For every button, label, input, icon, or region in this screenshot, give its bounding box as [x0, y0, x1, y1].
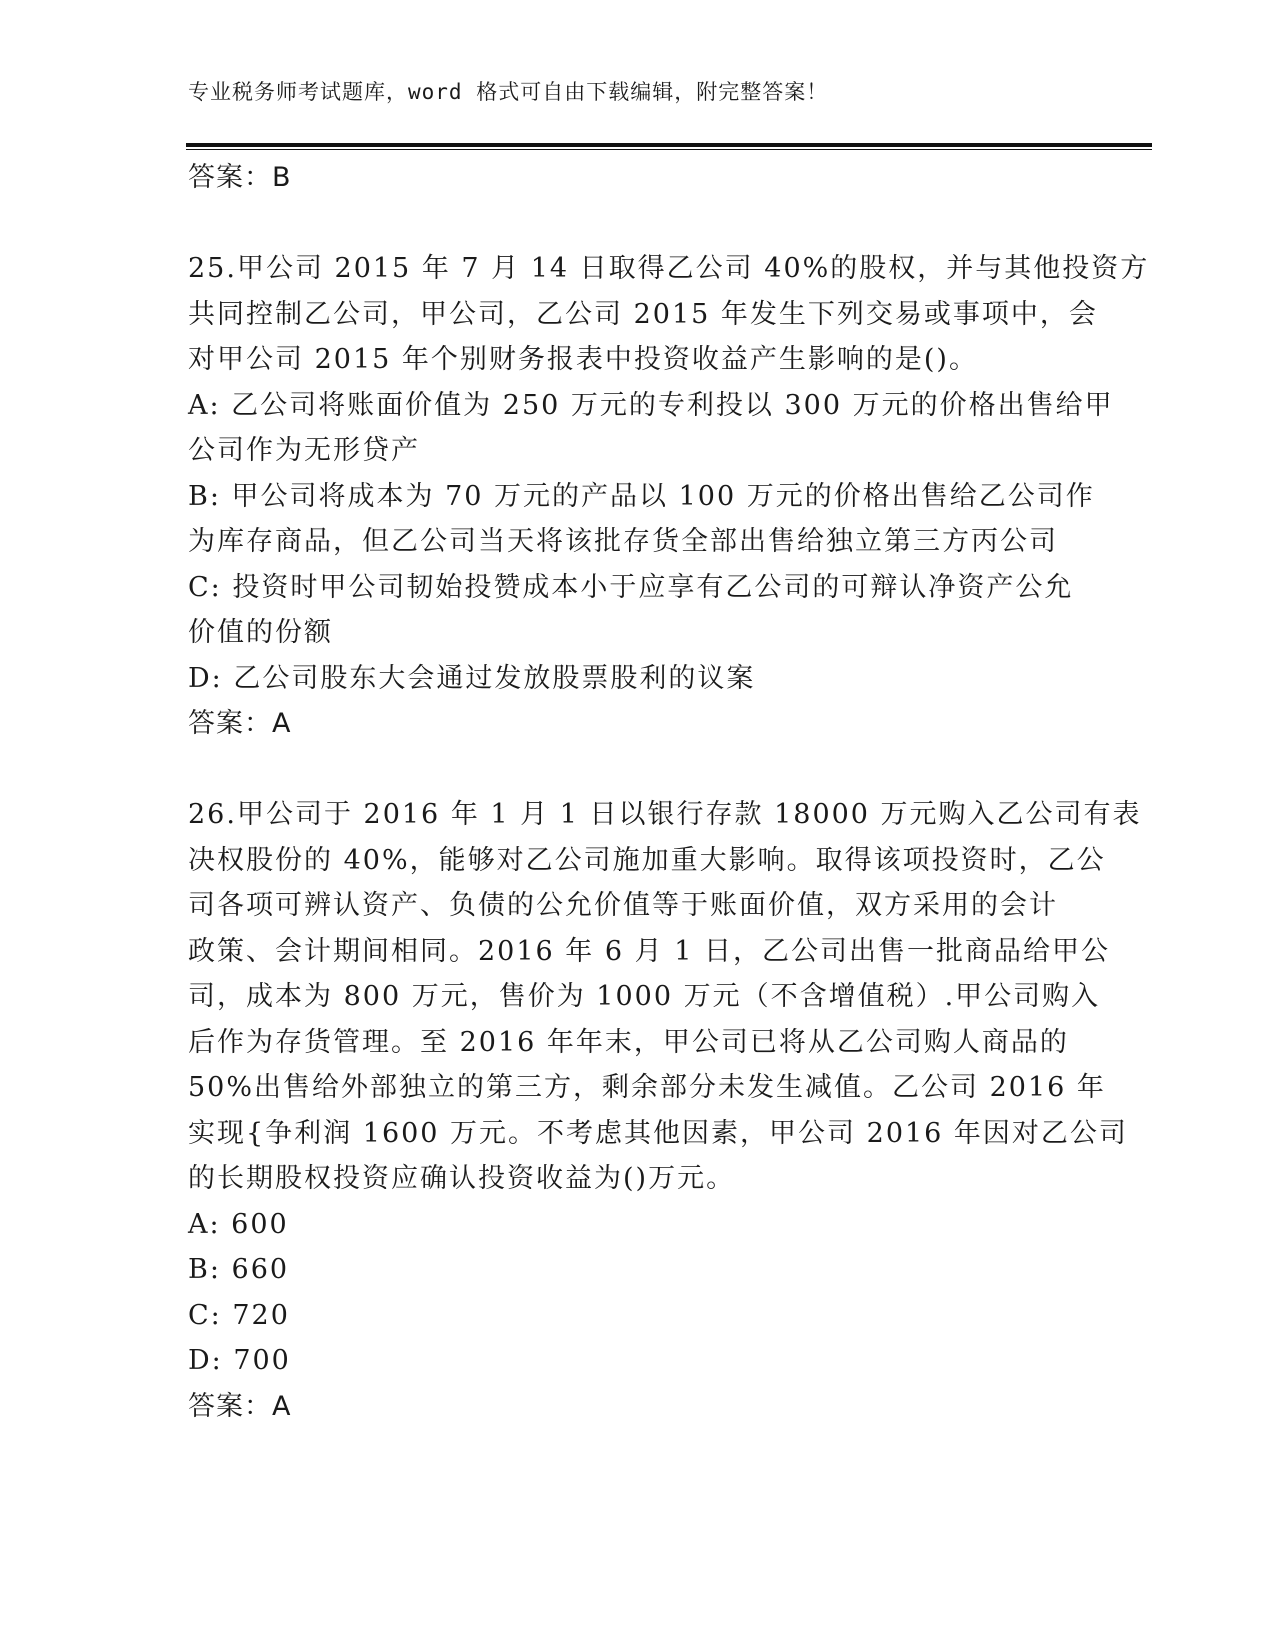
question-26: [188, 792, 1142, 1429]
option-d-line: D: 700: [188, 1345, 291, 1376]
option-b-line: B: 660: [188, 1254, 290, 1285]
question-stem-line: 司各项可辨认资产、负债的公允价值等于账面价值，双方采用的会计: [188, 890, 1058, 921]
question-stem-line: 决权股份的 40%，能够对乙公司施加重大影响。取得该项投资时，乙公: [188, 844, 1106, 876]
question-stem-line: 对甲公司 2015 年个别财务报表中投资收益产生影响的是()。: [188, 344, 978, 375]
spacer: [188, 747, 1088, 793]
question-answer: 答案：A: [188, 708, 292, 739]
document-body: [188, 155, 1150, 1429]
page-header: 专业税务师考试题库，word 格式可自由下载编辑，附完整答案！: [188, 80, 829, 104]
option-a-line: A: 乙公司将账面价值为 250 万元的专利投以 300 万元的价格出售给甲: [188, 389, 1114, 421]
question-stem-line: 25.甲公司 2015 年 7 月 14 日取得乙公司 40%的股权，并与其他投资方: [188, 253, 1150, 284]
question-stem-line: 的长期股权投资应确认投资收益为()万元。: [188, 1163, 736, 1194]
option-c-line: C: 720: [188, 1299, 290, 1331]
question-answer: 答案：A: [188, 1390, 292, 1422]
question-stem-line: 司，成本为 800 万元，售价为 1000 万元（不含增值税）.甲公司购入: [188, 981, 1101, 1012]
previous-answer: 答案：B: [188, 162, 292, 193]
question-stem-line: 后作为存货管理。至 2016 年年末，甲公司已将从乙公司购人商品的: [188, 1026, 1069, 1058]
option-b-line: B: 甲公司将成本为 70 万元的产品以 100 万元的价格出售给乙公司作: [188, 480, 1095, 512]
question-stem-line: 50%出售给外部独立的第三方，剩余部分未发生减值。乙公司 2016 年: [188, 1072, 1106, 1103]
option-a-line: A: 600: [188, 1208, 289, 1240]
question-stem-line: 共同控制乙公司，甲公司，乙公司 2015 年发生下列交易或事项中，会: [188, 298, 1098, 330]
question-stem-line: 26.甲公司于 2016 年 1 月 1 日以银行存款 18000 万元购入乙公司有表: [188, 799, 1142, 830]
header-rule-thin: [186, 149, 1152, 150]
question-25: [188, 246, 1150, 747]
option-a-line: 公司作为无形贷产: [188, 435, 420, 466]
spacer: [188, 201, 1088, 247]
question-stem-line: 政策、会计期间相同。2016 年 6 月 1 日，乙公司出售一批商品给甲公: [188, 935, 1110, 967]
question-stem-line: 实现{争利润 1600 万元。不考虑其他因素，甲公司 2016 年因对乙公司: [188, 1117, 1128, 1149]
option-c-line: C: 投资时甲公司韧始投赞成本小于应享有乙公司的可辩认净资产公允: [188, 571, 1074, 603]
option-d-line: D: 乙公司股东大会通过发放股票股利的议案: [188, 662, 756, 694]
option-b-line: 为库存商品，但乙公司当天将该批存货全部出售给独立第三方丙公司: [188, 526, 1058, 557]
header-rule-thick: [186, 143, 1152, 147]
option-c-line: 价值的份额: [188, 617, 333, 648]
